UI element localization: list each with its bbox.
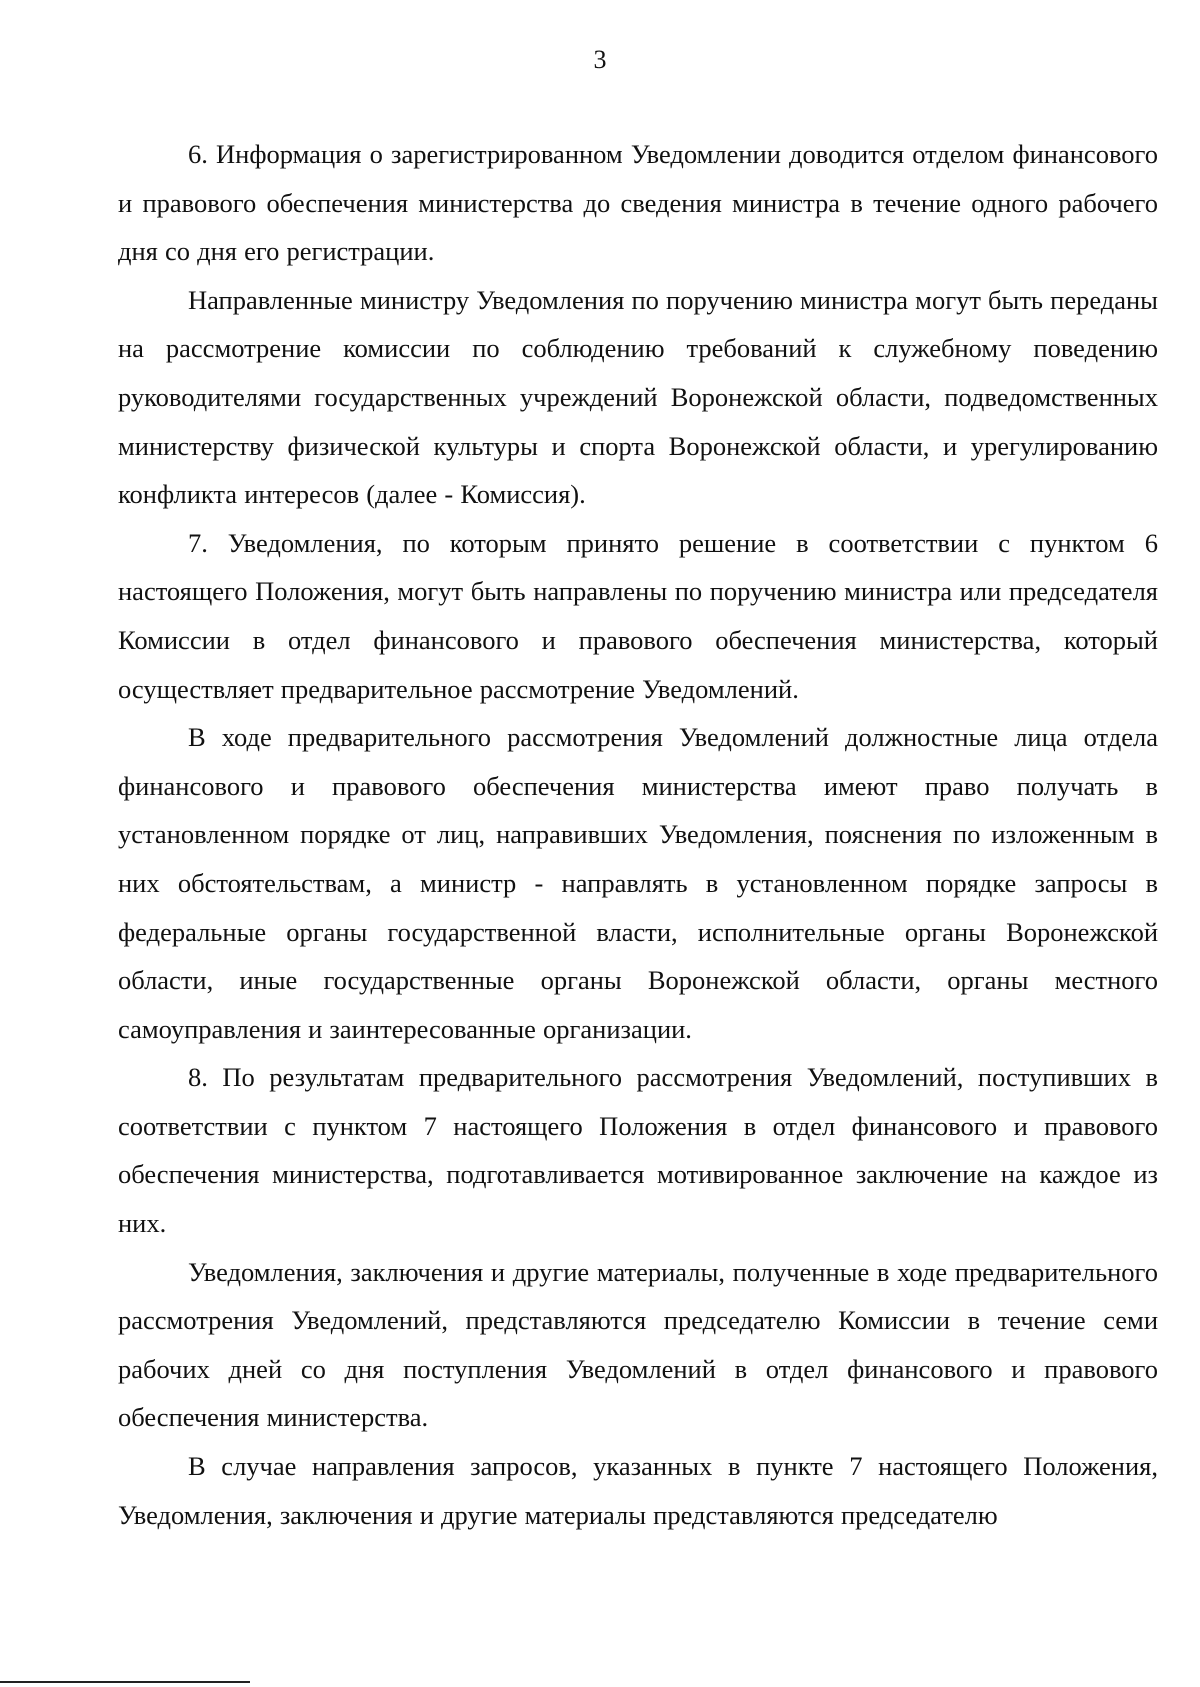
- paragraph-preliminary-review: В ходе предварительного рассмотрения Уведомлений должностные лица отдела финансового и правового обеспечения министерства имеют право получать в установленном порядке от лиц, направивших Уведомления, пояснения по изложенным в них обстоятельствам, а министр - направлять в установленном порядке запросы в федеральные органы государственной власти, исполнительные органы Воронежской области, иные государственные органы Воронежской области, органы местного самоуправления и заинтересованные организации.: [118, 722, 1158, 1044]
- paragraph-materials-submission: Уведомления, заключения и другие материалы, полученные в ходе предварительного рассмотрения Уведомлений, представляются председателю Комиссии в течение семи рабочих дней со дня поступления Уведомлений в отдел финансового и правового обеспечения министерства.: [118, 1256, 1158, 1433]
- paragraph-requests-case: В случае направления запросов, указанных в пункте 7 настоящего Положения, Уведомления, заключения и другие материалы представляются председателю: [118, 1451, 1158, 1530]
- paragraph-item-6: 6. Информация о зарегистрированном Уведомлении доводится отделом финансового и правового обеспечения министерства до сведения министра в течение одного рабочего дня со дня его регистрации.: [118, 139, 1158, 267]
- document-body: [118, 130, 1158, 1539]
- paragraph-item-8: 8. По результатам предварительного рассмотрения Уведомлений, поступивших в соответствии с пунктом 7 настоящего Положения в отдел финансового и правового обеспечения министерства, подготавливается мотивированное заключение на каждое из них.: [118, 1062, 1158, 1239]
- paragraph-item-7: 7. Уведомления, по которым принято решение в соответствии с пунктом 6 настоящего Положения, могут быть направлены по поручению министра или председателя Комиссии в отдел финансового и правового обеспечения министерства, который осуществляет предварительное рассмотрение Уведомлений.: [118, 527, 1158, 704]
- bottom-rule: [0, 1681, 250, 1683]
- page-number: 3: [593, 45, 607, 74]
- paragraph-commission-referral: Направленные министру Уведомления по поручению министра могут быть переданы на рассмотрение комиссии по соблюдению требований к служебному поведению руководителями государственных учреждений Воронежской области, подведомственных министерству физической культуры и спорта Воронежской области, и урегулированию конфликта интересов (далее - Комиссия).: [118, 284, 1158, 510]
